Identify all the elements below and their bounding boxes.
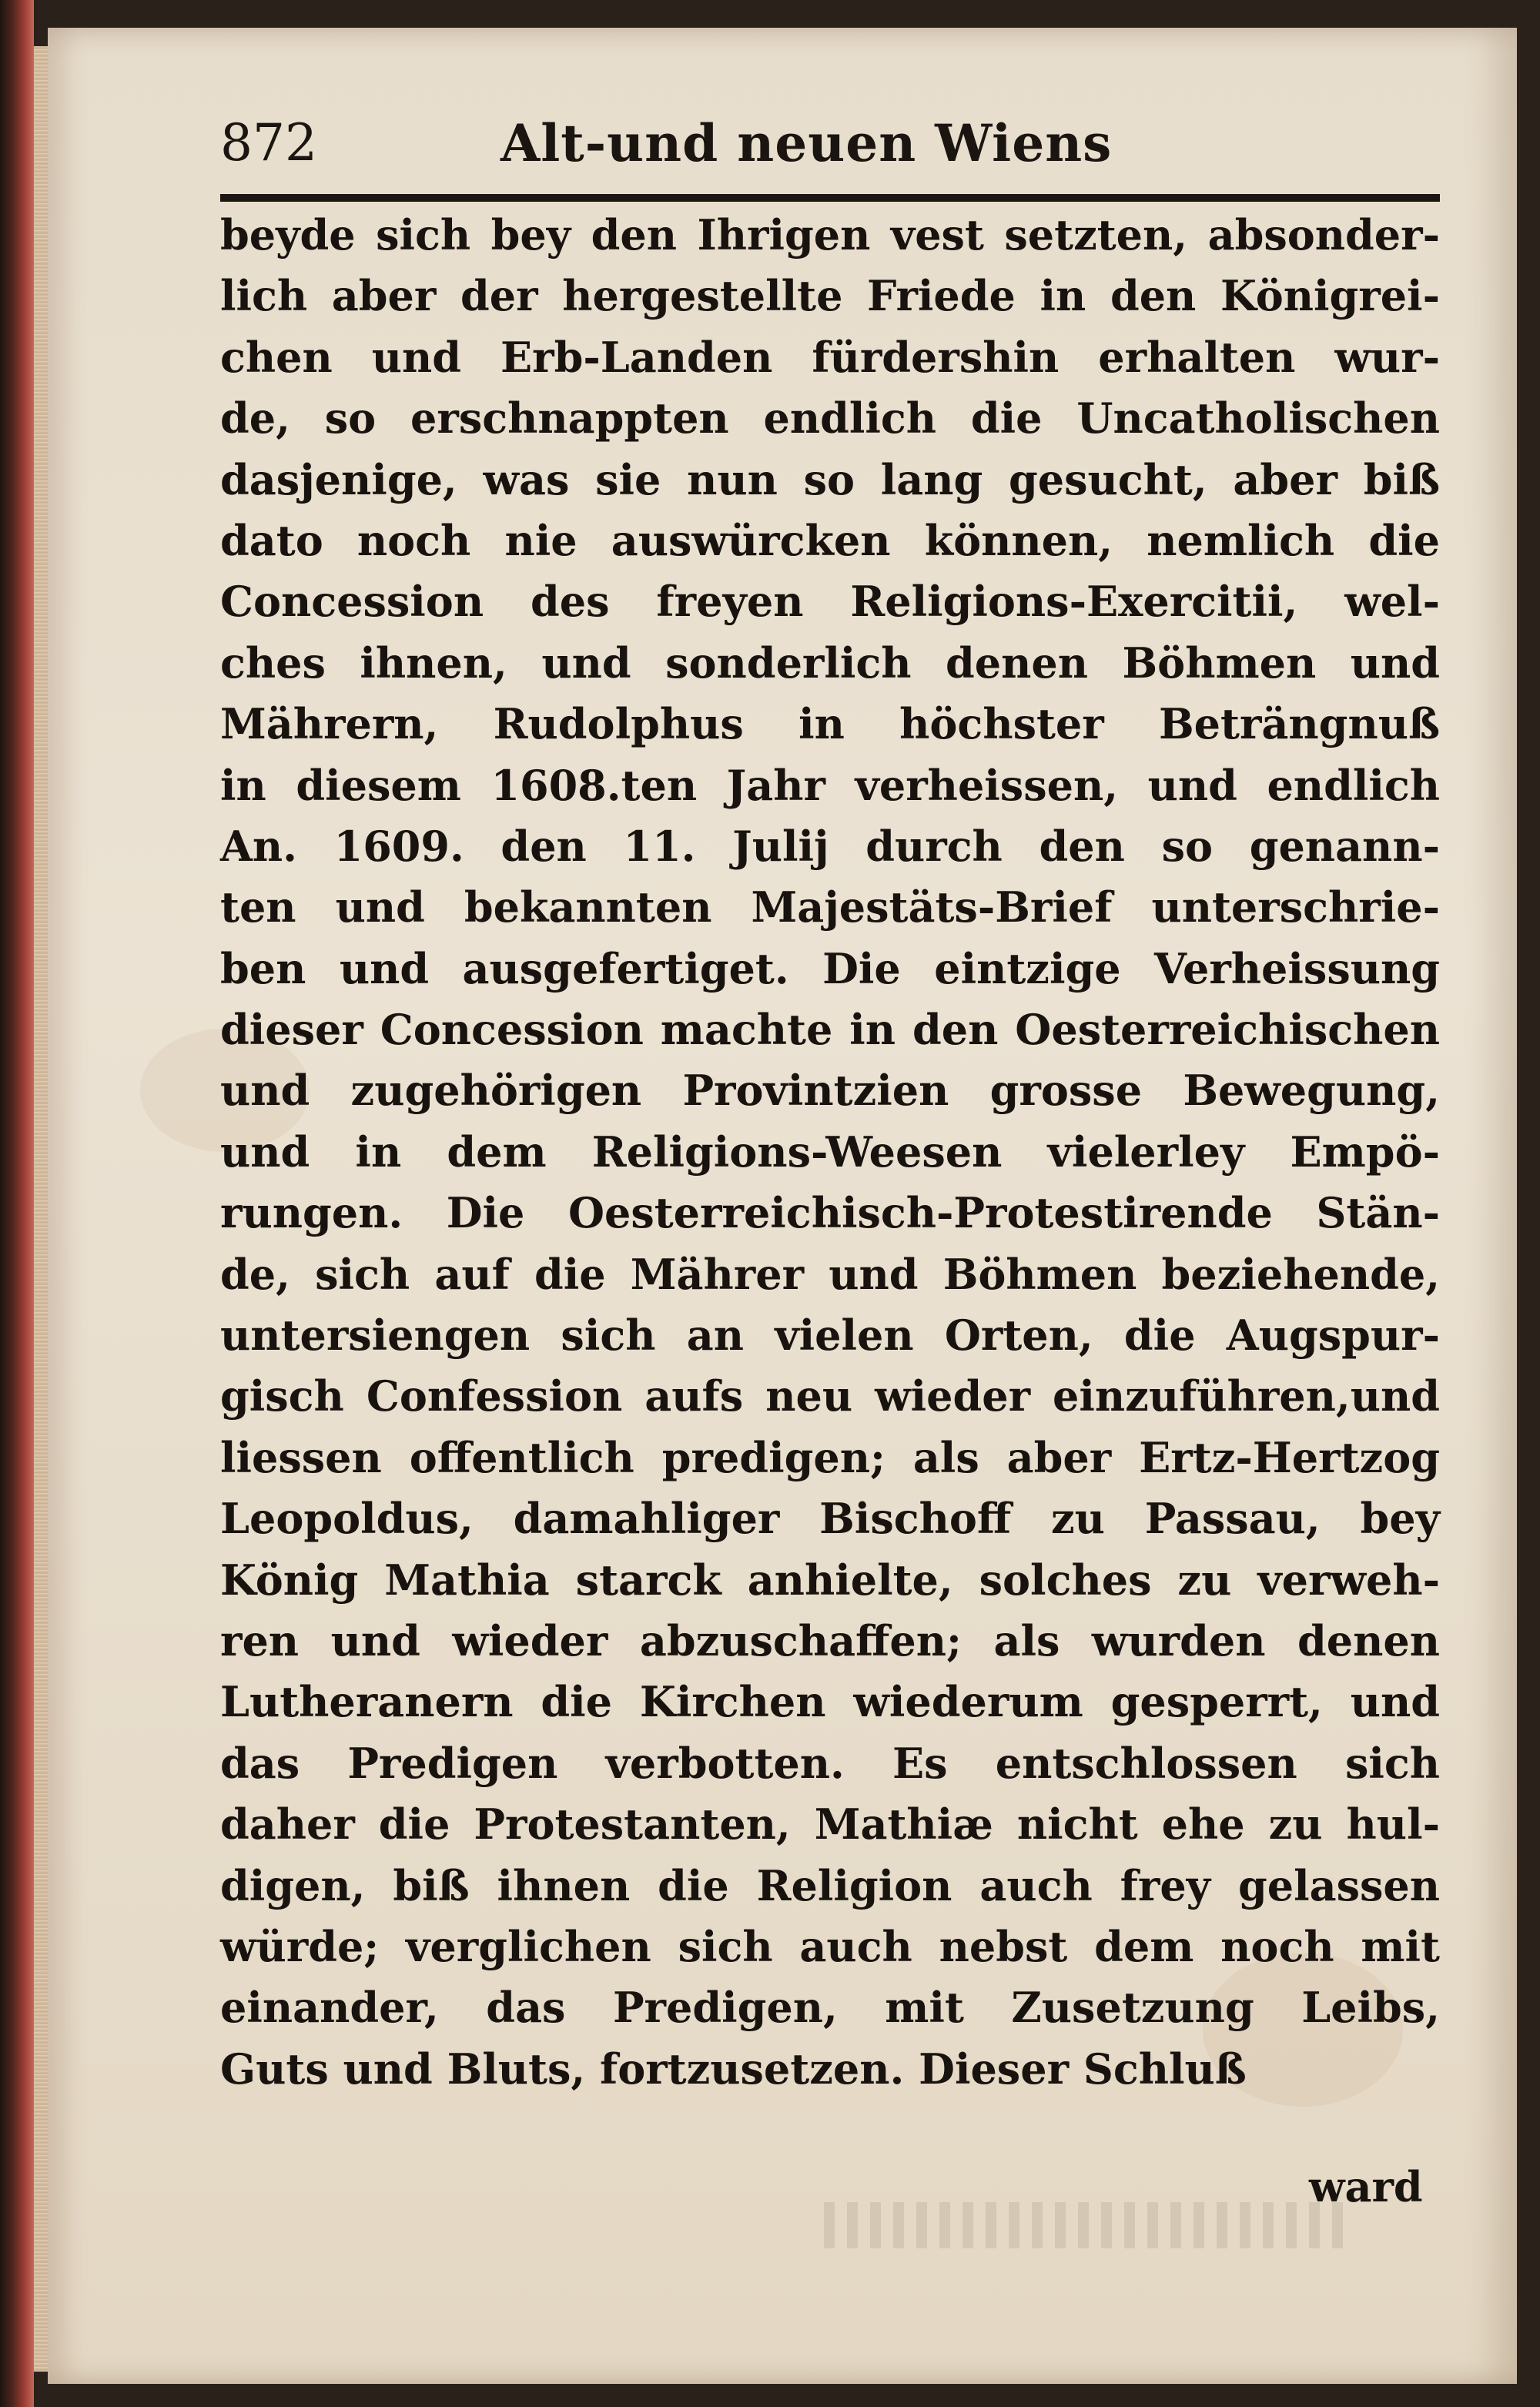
text-line: Guts und Bluts, fortzusetzen. Dieser Schluß bbox=[220, 2044, 1247, 2094]
book-binding-edge bbox=[0, 0, 34, 2407]
text-line: beyde sich bey den Ihrigen vest setzten, absonder- bbox=[220, 210, 1440, 259]
text-line: Concession des freyen Religions-Exercitii, wel- bbox=[220, 577, 1440, 627]
text-line: lich aber der hergestellte Friede in den Königrei- bbox=[220, 271, 1440, 321]
text-line: de, so erschnappten endlich die Uncatholischen bbox=[220, 393, 1440, 444]
text-line: in diesem 1608.ten Jahr verheissen, und endlich bbox=[220, 760, 1440, 810]
text-line: daher die Protestanten, Mathiæ nicht ehe zu hul- bbox=[220, 1799, 1440, 1850]
text-line: rungen. Die Oesterreichisch-Protestirende Stän- bbox=[220, 1188, 1440, 1238]
page-header bbox=[220, 105, 1440, 197]
text-line: Mährern, Rudolphus in höchster Beträngnuß bbox=[220, 699, 1440, 749]
text-line: das Predigen verbotten. Es entschlossen sich bbox=[220, 1738, 1440, 1788]
text-line: König Mathia starck anhielte, solches zu verweh- bbox=[220, 1555, 1440, 1605]
catchword: ward bbox=[1309, 2162, 1423, 2211]
running-title: Alt-und neuen Wiens bbox=[500, 113, 1113, 173]
text-line: Leopoldus, damahliger Bischoff zu Passau, bey bbox=[220, 1494, 1440, 1544]
text-line: und in dem Religions-Weesen vielerley Empö- bbox=[220, 1127, 1440, 1177]
text-line: de, sich auf die Mährer und Böhmen beziehende, bbox=[220, 1249, 1440, 1299]
text-line: liessen offentlich predigen; als aber Ertz-Hertzog bbox=[220, 1432, 1440, 1482]
page-block-edge bbox=[34, 46, 48, 2372]
body-text bbox=[220, 205, 1440, 2100]
text-line: ben und ausgefertiget. Die eintzige Verheissung bbox=[220, 943, 1440, 993]
text-line: dasjenige, was sie nun so lang gesucht, aber biß bbox=[220, 454, 1440, 504]
text-line: ches ihnen, und sonderlich denen Böhmen und bbox=[220, 638, 1440, 688]
text-line: Lutheranern die Kirchen wiederum gesperrt, und bbox=[220, 1677, 1440, 1727]
text-line: einander, das Predigen, mit Zusetzung Leibs, bbox=[220, 1983, 1440, 2033]
text-line: gisch Confession aufs neu wieder einzuführen,und bbox=[220, 1371, 1440, 1421]
text-line: ten und bekannten Majestäts-Brief unterschrie- bbox=[220, 882, 1440, 932]
text-line: dieser Concession machte in den Oesterreichischen bbox=[220, 1005, 1440, 1055]
text-line: An. 1609. den 11. Julij durch den so genann- bbox=[220, 821, 1440, 871]
text-line: dato noch nie auswürcken können, nemlich die bbox=[220, 515, 1440, 565]
header-rule bbox=[220, 194, 1440, 202]
text-line: und zugehörigen Provintzien grosse Bewegung, bbox=[220, 1066, 1440, 1116]
text-line: digen, biß ihnen die Religion auch frey gelassen bbox=[220, 1860, 1440, 1910]
text-line: chen und Erb-Landen fürdershin erhalten wur- bbox=[220, 332, 1440, 382]
ink-bleed-through bbox=[824, 2202, 1348, 2248]
text-line: untersiengen sich an vielen Orten, die Augspur- bbox=[220, 1311, 1440, 1361]
text-line: würde; verglichen sich auch nebst dem noch mit bbox=[220, 1921, 1440, 1971]
page-number: 872 bbox=[220, 113, 317, 172]
text-line: ren und wieder abzuschaffen; als wurden denen bbox=[220, 1615, 1440, 1665]
